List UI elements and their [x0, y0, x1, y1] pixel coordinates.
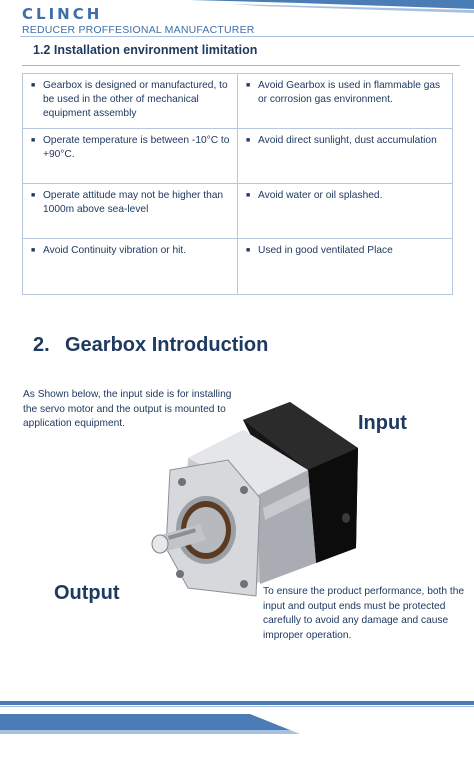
section-divider	[22, 65, 460, 66]
table-cell	[238, 74, 453, 129]
bullet-icon: ■	[31, 247, 36, 254]
table-row	[23, 129, 453, 184]
protection-note: To ensure the product performance, both the input and output ends must be protected carefully to avoid any damage and cause improper operation.	[263, 586, 465, 641]
table-row	[23, 74, 453, 129]
table-cell	[238, 184, 453, 239]
table-cell	[23, 74, 238, 129]
table-cell	[23, 129, 238, 184]
cell-text: Avoid Gearbox is used in flammable gas or corrosion gas environment.	[258, 80, 441, 105]
bullet-icon: ■	[246, 137, 251, 144]
cell-text: Operate attitude may not be higher than 1000m above sea-level	[43, 190, 224, 215]
intro-paragraph: As Shown below, the input side is for installing the servo motor and the output is mounted to application equipment.	[23, 389, 232, 429]
input-label: Input	[358, 412, 407, 434]
cell-text: Avoid direct sunlight, dust accumulation	[258, 135, 437, 146]
page-header	[0, 0, 474, 40]
cell-text: Avoid Continuity vibration or hit.	[43, 245, 187, 256]
table-cell	[238, 129, 453, 184]
environment-table	[22, 73, 453, 295]
gearbox-illustration	[148, 398, 368, 603]
section-heading	[33, 334, 268, 357]
bullet-icon: ■	[31, 82, 36, 89]
bullet-icon: ■	[31, 137, 36, 144]
footer-rule-thin	[0, 706, 474, 707]
table-cell	[23, 239, 238, 295]
bullet-icon: ■	[246, 82, 251, 89]
footer-rule	[0, 701, 474, 705]
cell-text: Used in good ventilated Place	[258, 245, 393, 256]
bullet-icon: ■	[31, 192, 36, 199]
cell-text: Operate temperature is between -10°C to +90°C.	[43, 135, 230, 160]
output-label: Output	[54, 582, 120, 604]
bullet-icon: ■	[246, 192, 251, 199]
section-heading-text: Gearbox Introduction	[65, 334, 269, 356]
table-row	[23, 239, 453, 295]
cell-text: Gearbox is designed or manufactured, to be used in the other of mechanical equipment assembly	[43, 80, 228, 119]
brand-logo: CLINCH	[22, 5, 103, 23]
footer-swoosh	[0, 712, 474, 742]
bullet-icon: ■	[246, 247, 251, 254]
section-title: 1.2 Installation environment limitation	[33, 43, 258, 57]
table-cell	[238, 239, 453, 295]
section-number: 2.	[33, 334, 50, 356]
cell-text: Avoid water or oil splashed.	[258, 190, 383, 201]
table-cell	[23, 184, 238, 239]
brand-tagline: REDUCER PROFFESIONAL MANUFACTURER	[22, 24, 255, 36]
table-row	[23, 184, 453, 239]
